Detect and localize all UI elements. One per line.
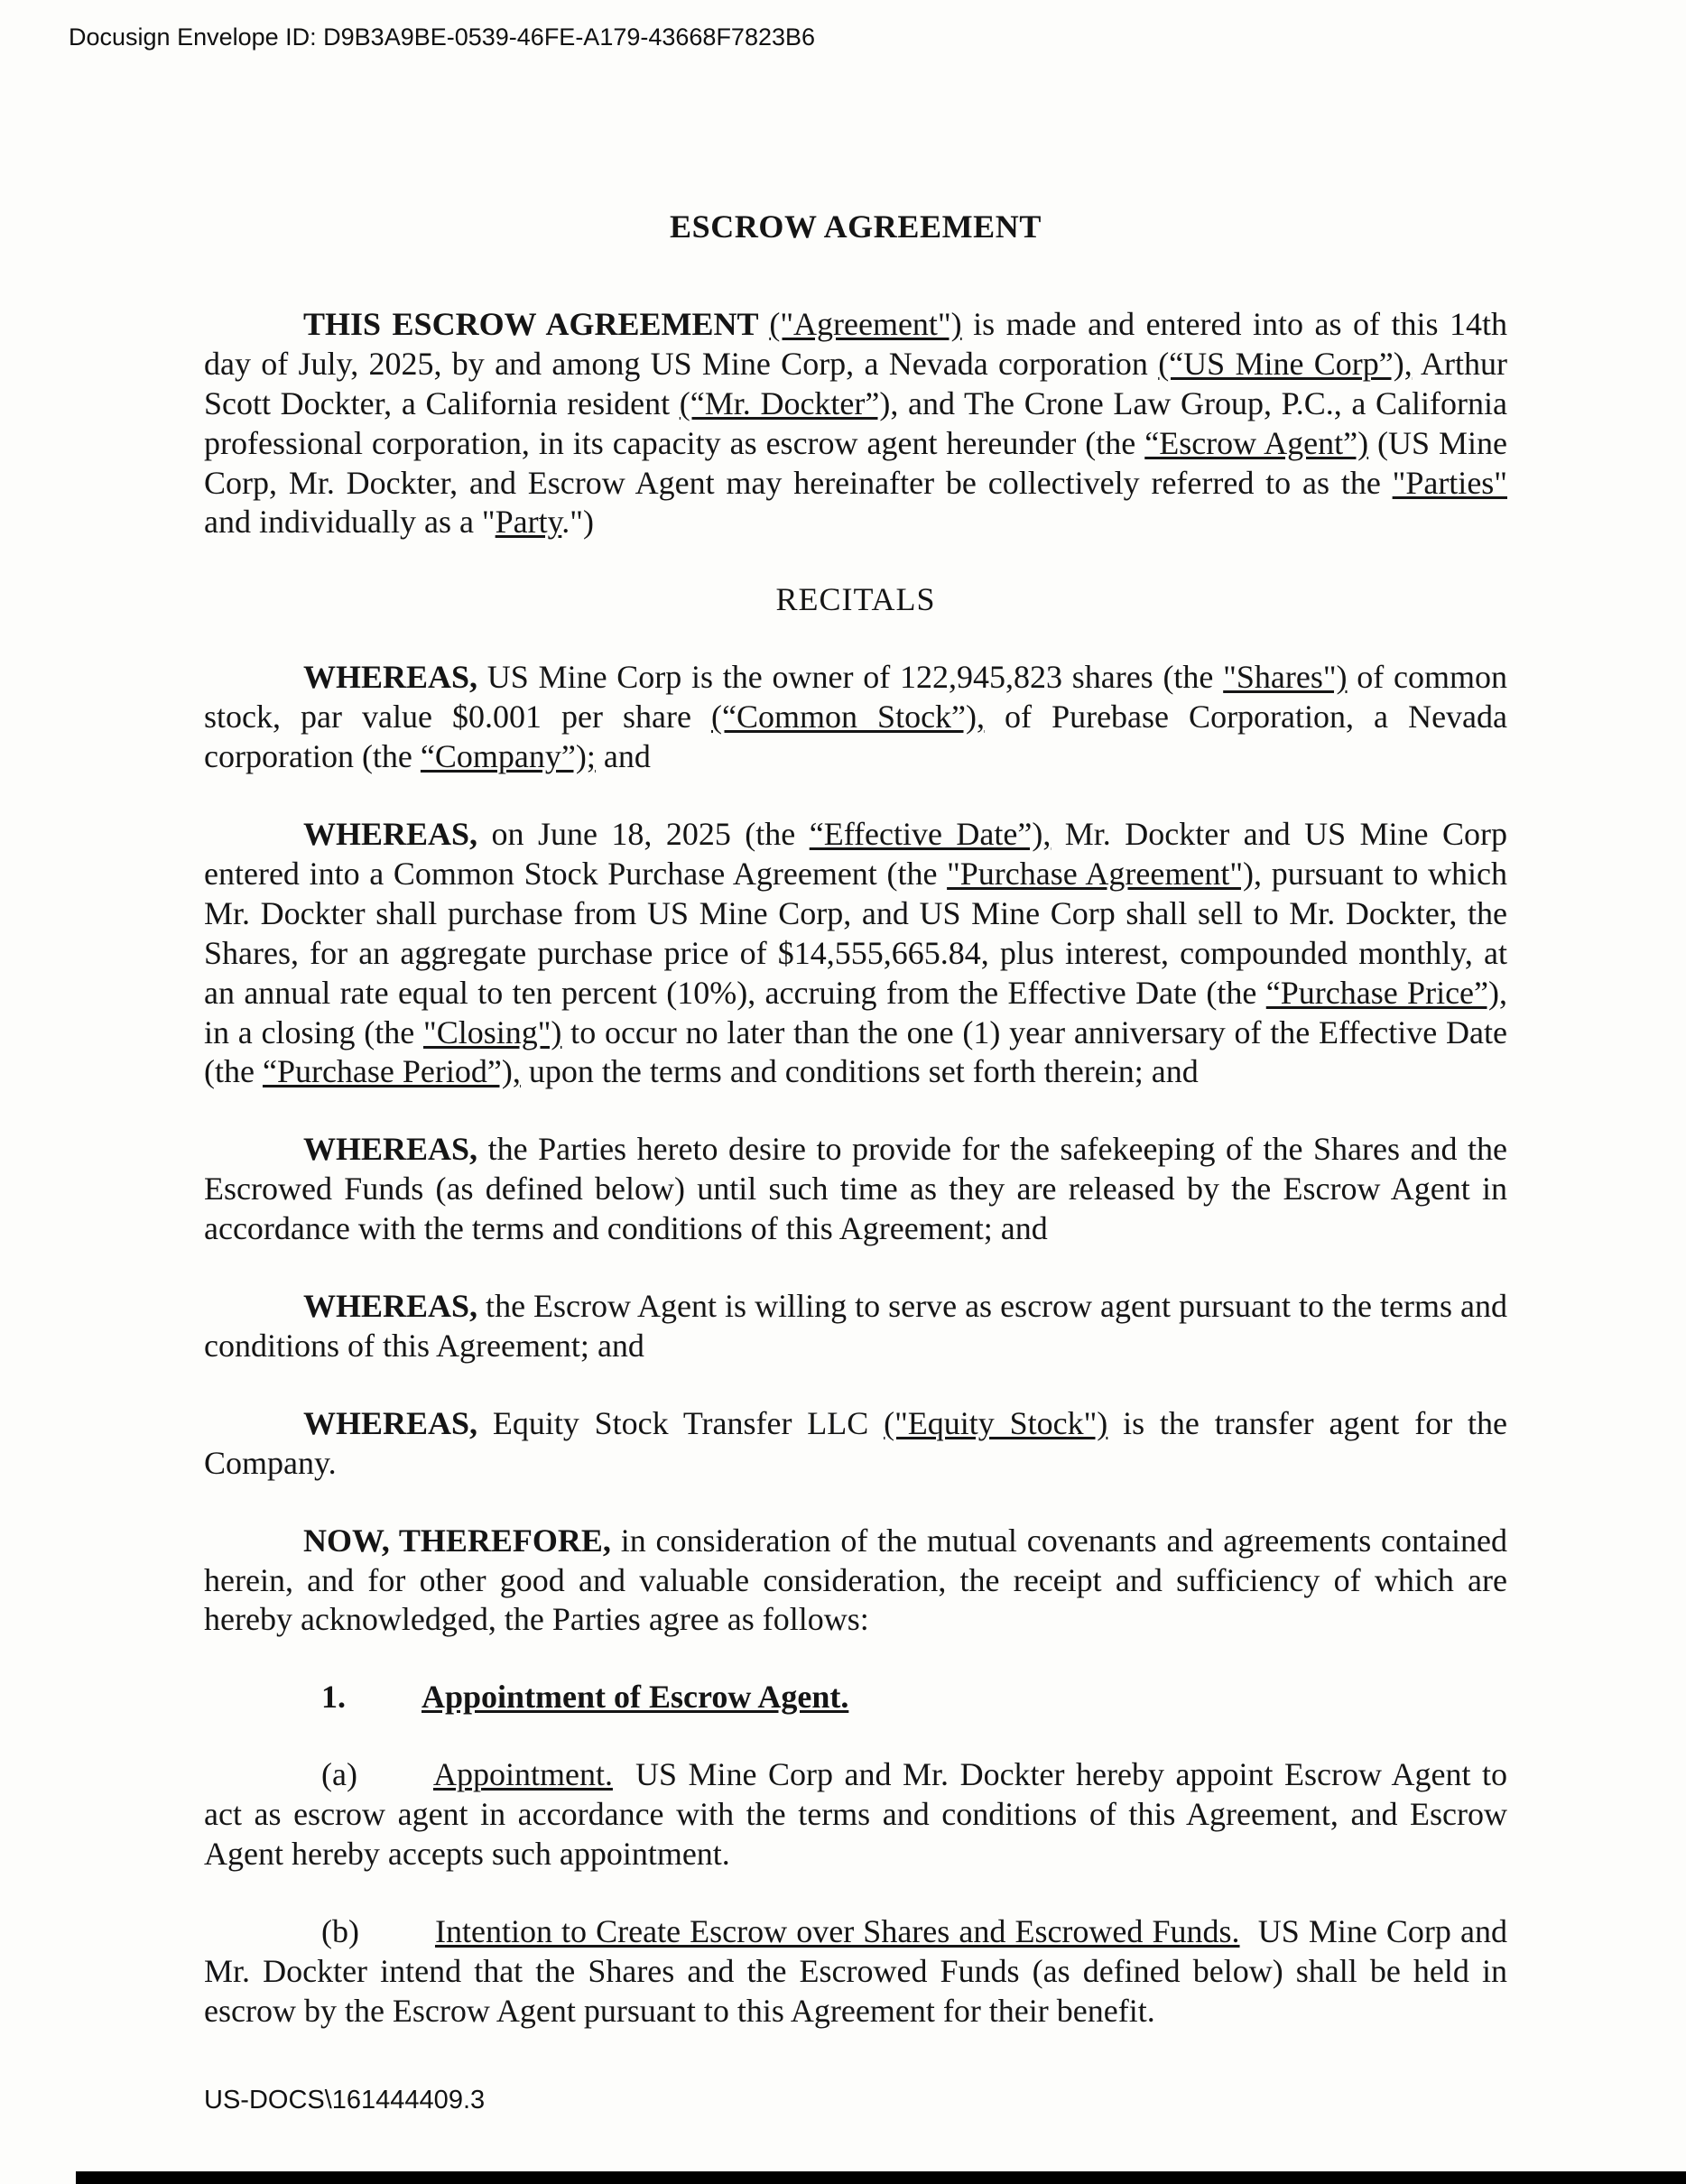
intro-paragraph	[204, 305, 1507, 542]
text-run: ("Equity Stock")	[884, 1404, 1108, 1441]
docusign-envelope-id: Docusign Envelope ID: D9B3A9BE-0539-46FE-A179-43668F7823B6	[69, 23, 816, 51]
text-run: of Purebase Corporation, a Nevada corporation (the	[204, 699, 1507, 775]
text-run: Arthur Scott Dockter, a California resident	[204, 345, 1507, 421]
text-run: and	[595, 738, 651, 775]
text-run: “Purchase Price”),	[1265, 974, 1507, 1011]
text-run: "Closing")	[423, 1013, 562, 1050]
text-run: is the transfer agent for the Company.	[204, 1404, 1508, 1481]
text-run: (b)	[321, 1913, 359, 1949]
text-run: in a closing (the	[204, 1013, 424, 1050]
text-run: on June 18, 2025 (the	[477, 815, 810, 852]
text-run: to occur no later than the one (1) year anniversary of the Effective Date (the	[204, 1013, 1507, 1090]
text-run: the Parties hereto desire to provide for the safekeeping of the Shares and the Escrowed Funds (as defined below) until such time as they are released by the Escrow Agent in accordance with the terms and conditions of this Agreement; and	[204, 1131, 1507, 1247]
text-run: (“Mr. Dockter”),	[679, 384, 899, 421]
text-run: (US Mine Corp, Mr. Dockter, and Escrow Agent may hereinafter be collectively referred to as the	[204, 424, 1508, 501]
whereas-escrow-agent-paragraph	[204, 1287, 1507, 1366]
text-run: "Purchase Agreement"),	[947, 855, 1263, 892]
text-run: .")	[561, 504, 594, 541]
text-run: “Company”);	[420, 738, 596, 775]
text-run: Mr. Dockter and US Mine Corp entered into a Common Stock Purchase Agreement (the	[204, 815, 1507, 892]
text-run: Intention to Create Escrow over Shares and Escrowed Funds.	[434, 1913, 1240, 1949]
whereas-safekeeping-paragraph	[204, 1130, 1507, 1249]
text-run: and The Crone Law Group, P.C., a California professional corporation, in its capacity as escrow agent hereunder (the	[204, 384, 1508, 461]
text-run: (“US Mine Corp”),	[1158, 345, 1413, 382]
section-1b-paragraph	[204, 1912, 1507, 2031]
text-run: Appointment.	[432, 1756, 613, 1793]
section-1a-paragraph	[204, 1755, 1507, 1874]
text-run: pursuant to which Mr. Dockter shall purchase from US Mine Corp, and US Mine Corp shall sell to Mr. Dockter, the Shares, for an aggregate purchase price of $14,555,665.84, plus interest, compounded monthly, at an annual rate equal to ten percent (10%), accruing from the Effective Date (the	[204, 855, 1507, 1011]
text-run: 1.	[321, 1679, 346, 1716]
text-run: WHEREAS,	[303, 1288, 478, 1325]
text-run: and individually as a "	[204, 504, 496, 541]
text-run: upon the terms and conditions set forth therein; and	[520, 1053, 1199, 1090]
tab-spacer	[357, 1755, 433, 1795]
whereas-purchase-agreement-paragraph	[204, 815, 1507, 1092]
text-run: RECITALS	[775, 581, 936, 618]
text-run: of common stock, par value $0.001 per share	[204, 659, 1507, 736]
text-run: is made and entered into as of this 14th day of July, 2025, by and among US Mine Corp, a Nevada corporation	[204, 305, 1508, 382]
text-run: "Parties"	[1392, 464, 1507, 501]
whereas-shares-paragraph	[204, 658, 1507, 777]
document-body	[204, 305, 1507, 2031]
text-run: NOW, THEREFORE,	[303, 1522, 611, 1559]
text-run: Appointment of Escrow Agent.	[422, 1679, 849, 1716]
text-run: Equity Stock Transfer LLC	[477, 1404, 885, 1441]
text-run: “Purchase Period”),	[262, 1053, 521, 1090]
document-footer-reference: US-DOCS\161444409.3	[204, 2086, 486, 2115]
scan-artifact-bottom-bar	[76, 2171, 1686, 2184]
text-run: WHEREAS,	[303, 1404, 478, 1441]
text-run: the Escrow Agent is willing to serve as escrow agent pursuant to the terms and conditions of this Agreement; and	[204, 1288, 1507, 1364]
text-run: US Mine Corp and Mr. Dockter hereby appoint Escrow Agent to act as escrow agent in accordance with the terms and conditions of this Agreement, and Escrow Agent hereby accepts such appointment.	[204, 1756, 1507, 1873]
text-run: US Mine Corp is the owner of 122,945,823 shares (the	[477, 659, 1224, 696]
text-run: in consideration of the mutual covenants and agreements contained herein, and for other good and valuable consideration, the receipt and sufficiency of which are hereby acknowledged, the Parties agree as follows:	[204, 1522, 1507, 1638]
document-title: ESCROW AGREEMENT	[669, 208, 1042, 245]
section-1-heading	[204, 1678, 1507, 1717]
text-run: (a)	[321, 1756, 357, 1793]
tab-spacer	[346, 1678, 422, 1717]
text-run: ("Agreement")	[769, 305, 962, 342]
text-run: THIS ESCROW AGREEMENT	[303, 305, 770, 342]
text-run: US Mine Corp and Mr. Dockter intend that the Shares and the Escrowed Funds (as defined below) shall be held in escrow by the Escrow Agent pursuant to this Agreement for their benefit.	[204, 1913, 1507, 2029]
text-run: WHEREAS,	[303, 1131, 478, 1168]
recitals-heading	[204, 580, 1507, 620]
text-run: “Effective Date”),	[809, 815, 1051, 852]
text-run: “Escrow Agent”)	[1144, 424, 1369, 461]
tab-spacer	[359, 1912, 435, 1952]
text-run: WHEREAS,	[303, 815, 478, 852]
now-therefore-paragraph	[204, 1522, 1507, 1641]
document-content	[204, 208, 1507, 2069]
text-run: (“Common Stock”),	[711, 699, 986, 736]
text-run: Party	[495, 504, 562, 541]
text-run: WHEREAS,	[303, 659, 478, 696]
whereas-transfer-agent-paragraph	[204, 1404, 1507, 1484]
text-run: "Shares")	[1223, 659, 1348, 696]
